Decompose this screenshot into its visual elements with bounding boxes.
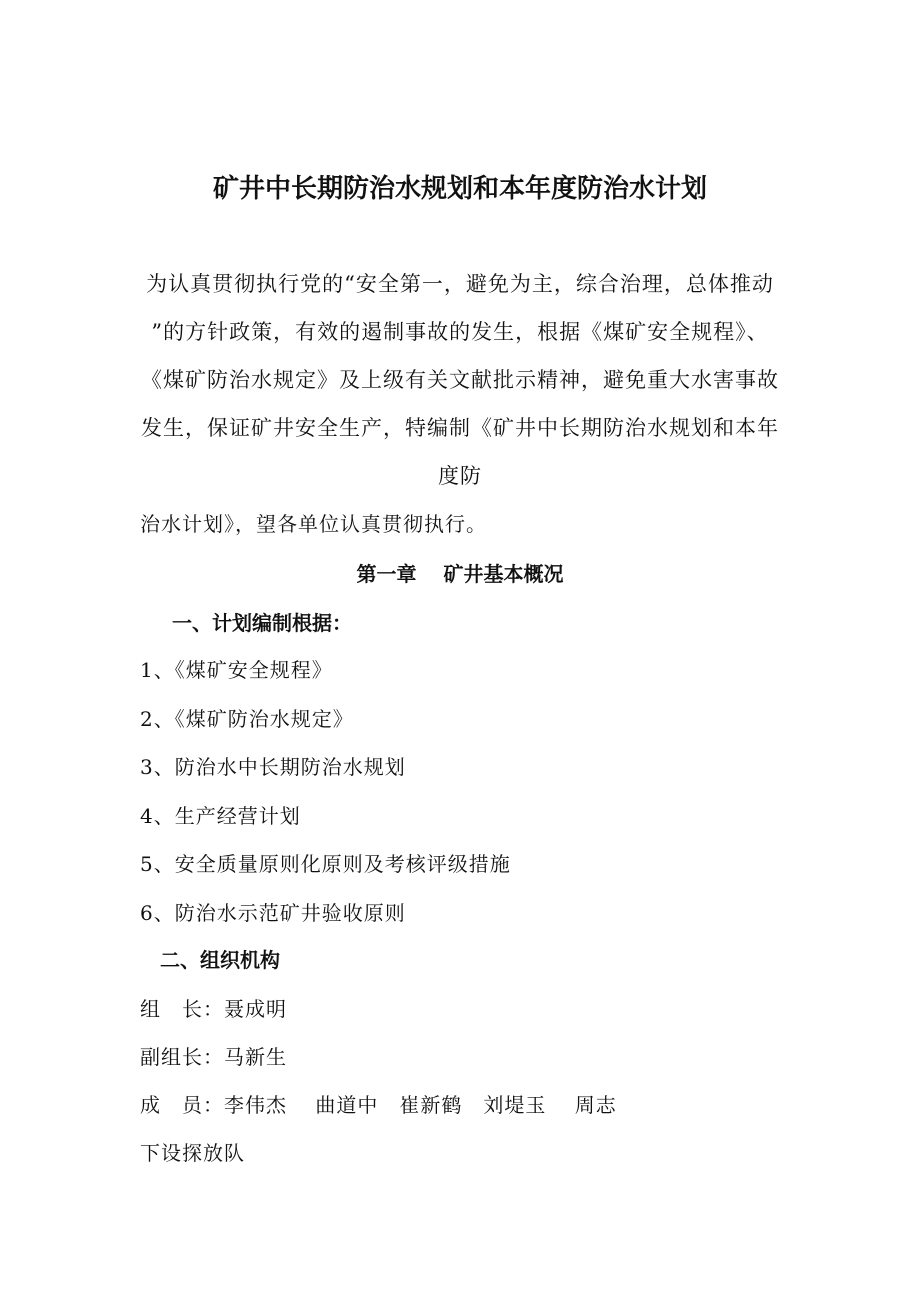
intro-tail: 治水计划》，望各单位认真贯彻执行。: [140, 512, 487, 536]
chapter-title: 第一章 矿井基本概况: [356, 562, 564, 586]
list-item: 2、《煤矿防治水规定》: [140, 707, 354, 731]
list-item: 5、安全质量原则化原则及考核评级措施: [140, 852, 511, 876]
list-item: 6、防治水示范矿井验收原则: [140, 901, 406, 925]
section-heading-organization: 二、组织机构: [160, 948, 280, 972]
list-item: 3、防治水中长期防治水规划: [140, 755, 406, 779]
intro-line-5: 度防: [438, 464, 482, 488]
list-item: 4、生产经营计划: [140, 804, 301, 828]
document-title: 矿井中长期防治水规划和本年度防治水计划: [212, 174, 707, 204]
intro-line-1: 为认真贯彻执行党的“安全第一，避免为主，综合治理，总体推动: [146, 272, 774, 296]
org-sub-unit: 下设探放队: [140, 1141, 245, 1165]
org-deputy: 副组长：马新生: [140, 1045, 287, 1069]
intro-line-4: 发生，保证矿井安全生产，特编制《矿井中长期防治水规划和本年: [141, 416, 779, 440]
section-heading-basis: 一、计划编制根据：: [172, 611, 352, 635]
org-leader: 组 长：聂成明: [140, 997, 287, 1021]
intro-line-3: 《煤矿防治水规定》及上级有关文献批示精神，避免重大水害事故: [141, 368, 779, 392]
intro-line-2: ”的方针政策，有效的遏制事故的发生，根据《煤矿安全规程》、: [151, 320, 769, 344]
list-item: 1、《煤矿安全规程》: [140, 658, 333, 682]
org-members: 成 员：李伟杰 曲道中 崔新鹤 刘堤玉 周志: [140, 1093, 617, 1117]
